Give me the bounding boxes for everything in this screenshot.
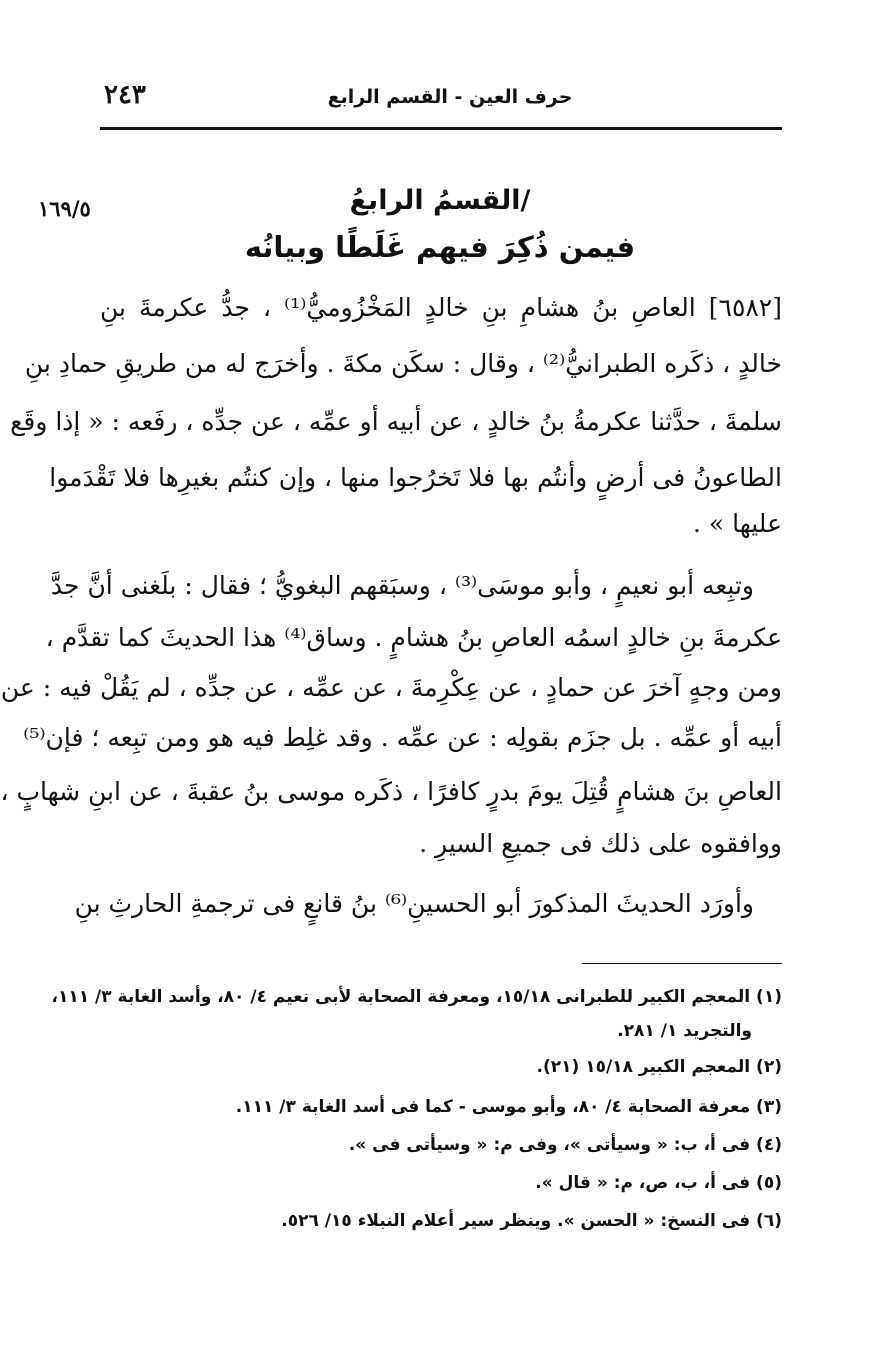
footnote-6: (٦) فى النسخ: « الحسن ». وينظر سير أعلام النبلاء ١٥/ ٥٢٦. <box>281 1211 782 1231</box>
body-line-10: العاصِ بنَ هشامٍ قُتِلَ يومَ بدرٍ كافرًا ، ذكَره موسى بنُ عقبةَ ، عن ابنِ شهابٍ ، <box>0 777 782 806</box>
section-subtitle: فيمن ذُكِرَ فيهم غَلَطًا وبيانُه <box>244 230 636 264</box>
footnote-3: (٣) معرفة الصحابة ٤/ ٨٠، وأبو موسى - كما فى أسد الغابة ٣/ ١١١. <box>235 1097 782 1117</box>
body-line-4: الطاعونُ فى أرضٍ وأنتُم بها فلا تَخرُجوا منها ، وإن كنتُم بغيرِها فلا تَقْدَموا <box>49 463 782 492</box>
body-line-3: سلمةَ ، حدَّثنا عكرمةُ بنُ خالدٍ ، عن أبيه أو عمِّه ، عن جدِّه ، رفَعه : « إذا وقَع <box>10 407 782 436</box>
body-line-11: ووافقوه على ذلك فى جميعِ السيرِ . <box>419 829 782 858</box>
footnote-2: (٢) المعجم الكبير ١٥/١٨ (٢١). <box>536 1057 782 1077</box>
footnote-4: (٤) فى أ، ب: « وسيأتى »، وفى م: « وسيأتى فى ». <box>348 1135 782 1155</box>
page-number: ٢٤٣ <box>104 80 146 110</box>
body-line-7: عكرمةَ بنِ خالدٍ اسمُه العاصِ بنُ هشامٍ . وساق⁽⁴⁾ هذا الحديثَ كما تقدَّم ، <box>45 623 782 652</box>
running-title: حرف العين - القسم الرابع <box>327 86 573 108</box>
body-line-9: أبيه أو عمِّه . بل جزَم بقولِه : عن عمِّه . وقد غلِط فيه هو ومن تبِعه ؛ فإن⁽⁵⁾ <box>23 723 782 752</box>
body-line-8: ومن وجهٍ آخرَ عن حمادٍ ، عن عِكْرِمةَ ، عن عمِّه ، عن جدِّه ، لم يَقُلْ فيه : عن <box>0 673 782 702</box>
footnote-1-cont: والتجريد ١/ ٢٨١. <box>617 1021 752 1041</box>
footnote-rule <box>582 963 782 964</box>
margin-reference: ١٦٩/٥ <box>38 196 91 221</box>
body-line-12: وأورَد الحديثَ المذكورَ أبو الحسينِ⁽⁶⁾ بنُ قانعٍ فى ترجمةِ الحارثِ بنِ <box>74 889 754 918</box>
header-rule <box>100 127 782 130</box>
footnote-5: (٥) فى أ، ب، ص، م: « قال ». <box>535 1173 782 1193</box>
body-line-5: عليها » . <box>692 509 782 538</box>
body-line-2: خالدٍ ، ذكَره الطبرانيُّ⁽²⁾ ، وقال : سكَن مكةَ . وأخرَج له من طريقِ حمادِ بنِ <box>24 349 782 378</box>
body-line-1: [٦٥٨٢] العاصِ بنُ هشامِ بنِ خالدٍ المَخْزُوميُّ⁽¹⁾ ، جدُّ عكرمةَ بنِ <box>100 293 782 322</box>
body-line-6: وتبِعه أبو نعيمٍ ، وأبو موسَى⁽³⁾ ، وسبَقهم البغويُّ ؛ فقال : بلَغنى أنَّ جدَّ <box>50 571 754 600</box>
section-title: /القسمُ الرابعُ <box>349 185 531 216</box>
footnote-1: (١) المعجم الكبير للطبرانى ١٥/١٨، ومعرفة الصحابة لأبى نعيم ٤/ ٨٠، وأسد الغابة ٣/ ١١١، <box>51 987 782 1007</box>
